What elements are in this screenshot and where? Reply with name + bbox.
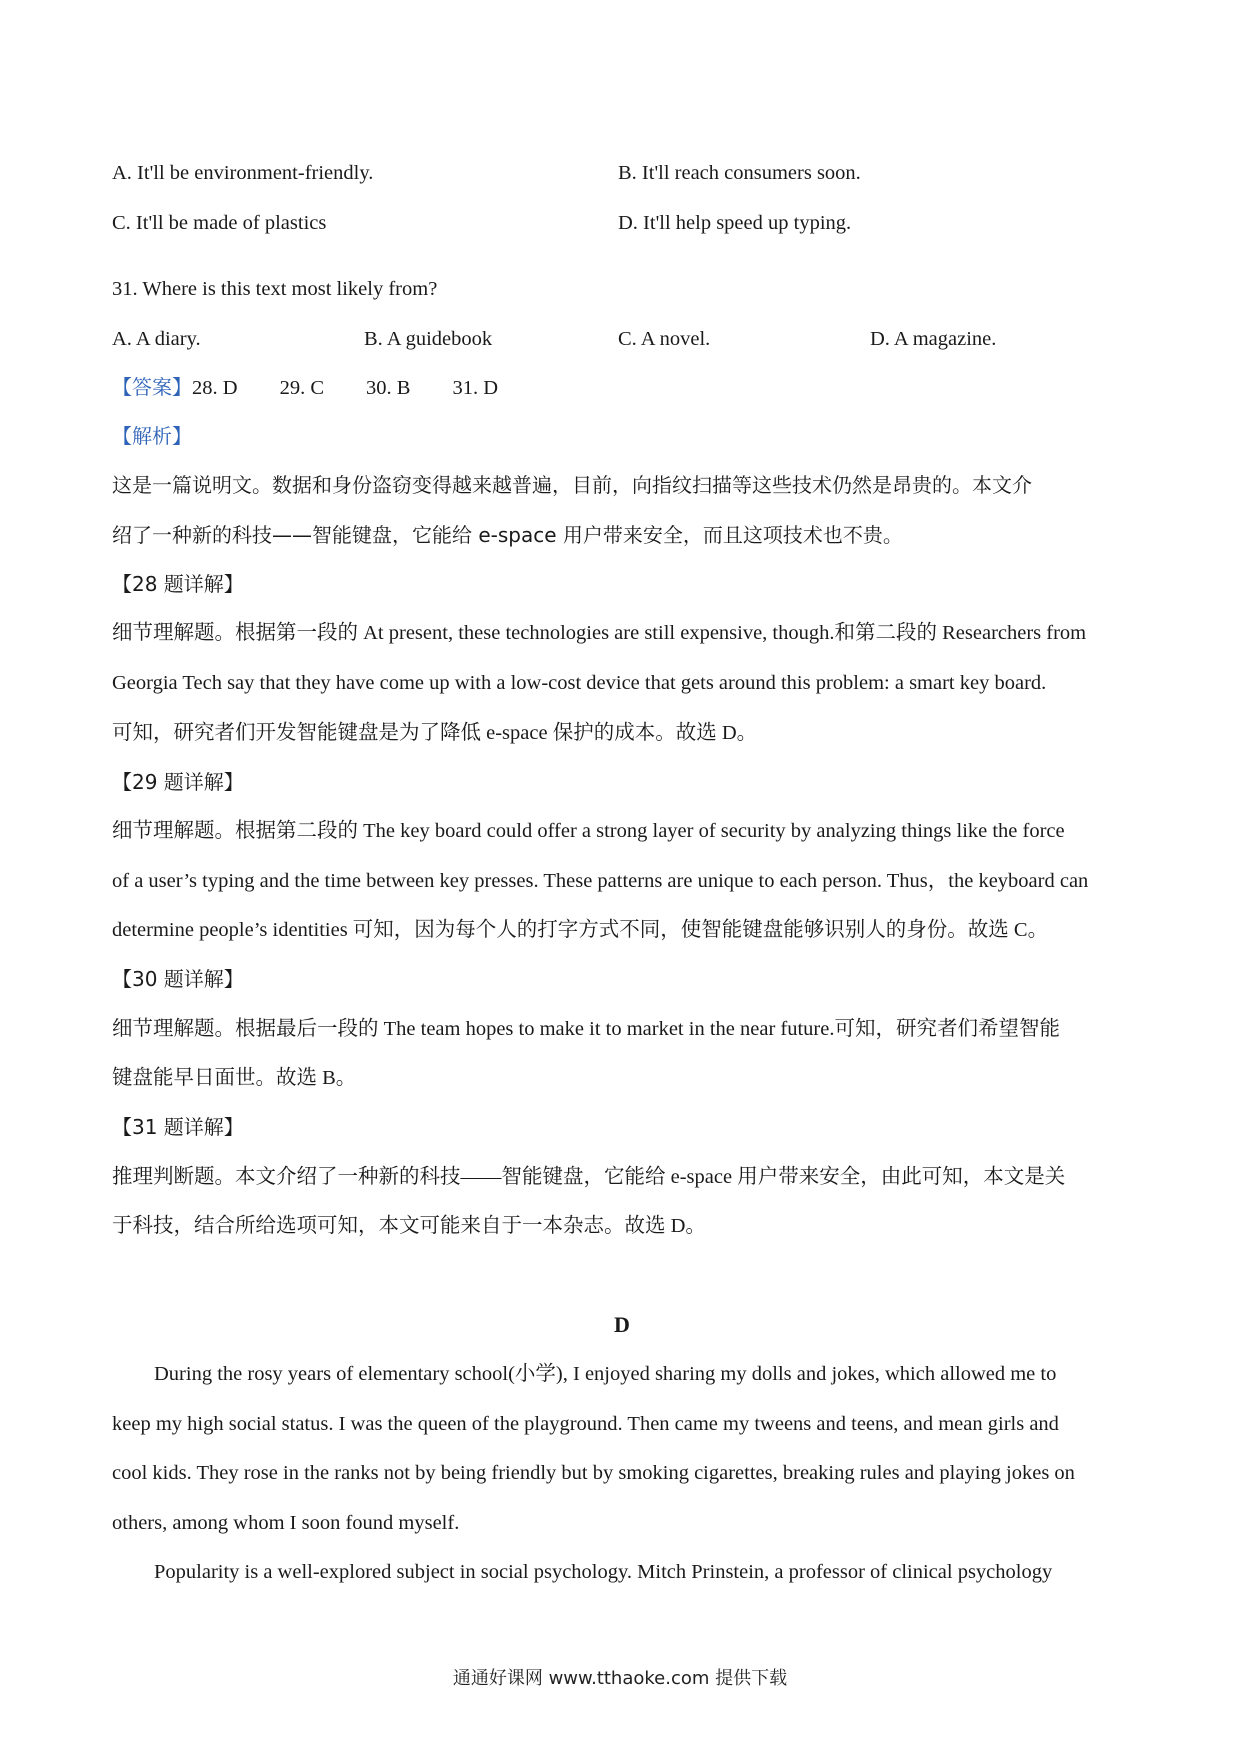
section-title: D [614, 1312, 630, 1337]
q28-line-1: 细节理解题。根据第一段的 At present, these technologies are still expensive, though.和第二段的 Researchers from [112, 622, 1087, 644]
passage-line-5: Popularity is a well-explored subject in social psychology. Mitch Prinstein, a professor of clinical psychology [154, 1561, 1053, 1583]
analysis-line-1: 这是一篇说明文。数据和身份盗窃变得越来越普遍，目前，向指纹扫描等这些技术仍然是昂贵的。本文介 [112, 473, 1032, 497]
q31-option-c: C. A novel. [618, 328, 711, 350]
q31-option-b: B. A guidebook [364, 328, 493, 350]
q31-option-a: A. A diary. [112, 328, 201, 350]
analysis-label: 【解析】 [112, 424, 192, 448]
passage-line-4: others, among whom I soon found myself. [112, 1512, 460, 1534]
q30-option-d: D. It'll help speed up typing. [618, 212, 852, 234]
q30-line-1: 细节理解题。根据最后一段的 The team hopes to make it to market in the near future.可知，研究者们希望智能 [112, 1018, 1060, 1040]
q29-line-1: 细节理解题。根据第二段的 The key board could offer a strong layer of security by analyzing things like the force [112, 820, 1065, 842]
page-footer: 通通好课网 www.tthaoke.com 提供下载 [452, 1668, 788, 1689]
q29-line-2: of a user’s typing and the time between key presses. These patterns are unique to each person. Thus，the keyboard can [112, 870, 1089, 892]
analysis-line-2: 绍了一种新的科技——智能键盘，它能给 e-space 用户带来安全，而且这项技术也不贵。 [112, 523, 903, 547]
q28-line-2: Georgia Tech say that they have come up with a low-cost device that gets around this problem: a smart key board. [112, 672, 1047, 694]
q28-heading: 【28 题详解】 [112, 572, 244, 596]
answer-30: 30. B [366, 377, 411, 399]
q30-line-2: 键盘能早日面世。故选 B。 [112, 1067, 357, 1089]
answer-label: 【答案】 [112, 375, 192, 399]
answer-31: 31. D [452, 377, 498, 399]
q31-option-d: D. A magazine. [870, 328, 997, 350]
q30-option-c: C. It'll be made of plastics [112, 212, 327, 234]
answer-28: 28. D [192, 377, 238, 399]
q29-line-3: determine people’s identities 可知，因为每个人的打字方式不同，使智能键盘能够识别人的身份。故选 C。 [112, 919, 1049, 941]
q29-heading: 【29 题详解】 [112, 770, 244, 794]
passage-line-3: cool kids. They rose in the ranks not by being friendly but by smoking cigarettes, breaking rules and playing jokes on [112, 1462, 1075, 1484]
answer-line [112, 372, 1132, 403]
answer-29: 29. C [279, 377, 324, 399]
q31-heading: 【31 题详解】 [112, 1115, 244, 1139]
q31-detail-line-1: 推理判断题。本文介绍了一种新的科技——智能键盘，它能给 e-space 用户带来安全，由此可知，本文是关 [112, 1166, 1066, 1188]
q31-question: 31. Where is this text most likely from? [112, 278, 438, 300]
q30-option-a: A. It'll be environment-friendly. [112, 162, 374, 184]
q30-option-b: B. It'll reach consumers soon. [618, 162, 861, 184]
passage-line-1: During the rosy years of elementary school(小学), I enjoyed sharing my dolls and jokes, which allowed me to [154, 1363, 1057, 1385]
passage-line-2: keep my high social status. I was the queen of the playground. Then came my tweens and teens, and mean girls and [112, 1413, 1059, 1435]
q28-line-3: 可知，研究者们开发智能键盘是为了降低 e-space 保护的成本。故选 D。 [112, 722, 758, 744]
q30-heading: 【30 题详解】 [112, 967, 244, 991]
q31-detail-line-2: 于科技，结合所给选项可知，本文可能来自于一本杂志。故选 D。 [112, 1215, 706, 1237]
